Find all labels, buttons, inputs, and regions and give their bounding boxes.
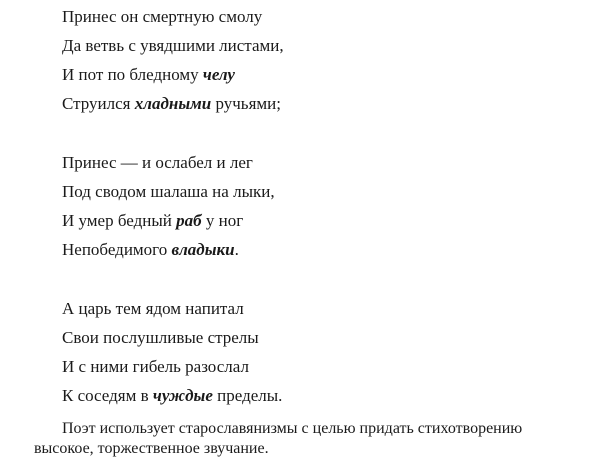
text-segment: И умер бедный (62, 211, 177, 230)
poem-line (62, 240, 239, 260)
text-segment: Да ветвь с увядшими листами, (62, 36, 284, 55)
text-segment: Свои послушливые стрелы (62, 328, 259, 347)
text-segment: ручьями; (211, 94, 281, 113)
emphasized-word: хладными (134, 94, 212, 113)
poem-line (62, 94, 281, 114)
text-segment: Непобедимого (62, 240, 172, 259)
text-segment: у ног (201, 211, 244, 230)
text-segment: Струился (62, 94, 135, 113)
text-segment: Принес — и ослабел и лег (62, 153, 253, 172)
poem-line (62, 299, 244, 319)
text-segment: А царь тем ядом напитал (62, 299, 244, 318)
text-segment: Принес он смертную смолу (62, 7, 263, 26)
poem-line (62, 211, 243, 231)
poem-line (62, 182, 275, 202)
poem-line (62, 386, 282, 406)
poem-line (62, 357, 249, 377)
text-segment: К соседям в (62, 386, 153, 405)
emphasized-word: раб (176, 211, 202, 230)
poem-line (62, 7, 262, 27)
poem-line (62, 36, 284, 56)
emphasized-word: челу (202, 65, 235, 84)
text-segment: И с ними гибель разослал (62, 357, 249, 376)
poem-line (62, 153, 253, 173)
emphasized-word: чуждые (152, 386, 213, 405)
poem-line (62, 65, 235, 85)
text-segment: Под сводом шалаша на лыки, (62, 182, 275, 201)
poem-line (62, 328, 259, 348)
emphasized-word: владыки (171, 240, 235, 259)
commentary-line: высокое, торжественное звучание. (34, 440, 269, 457)
text-segment: И пот по бледному (62, 65, 203, 84)
commentary-line: Поэт использует старославянизмы с целью придать стихотворению (62, 420, 523, 437)
text-segment: . (234, 240, 239, 259)
text-segment: пределы. (212, 386, 283, 405)
